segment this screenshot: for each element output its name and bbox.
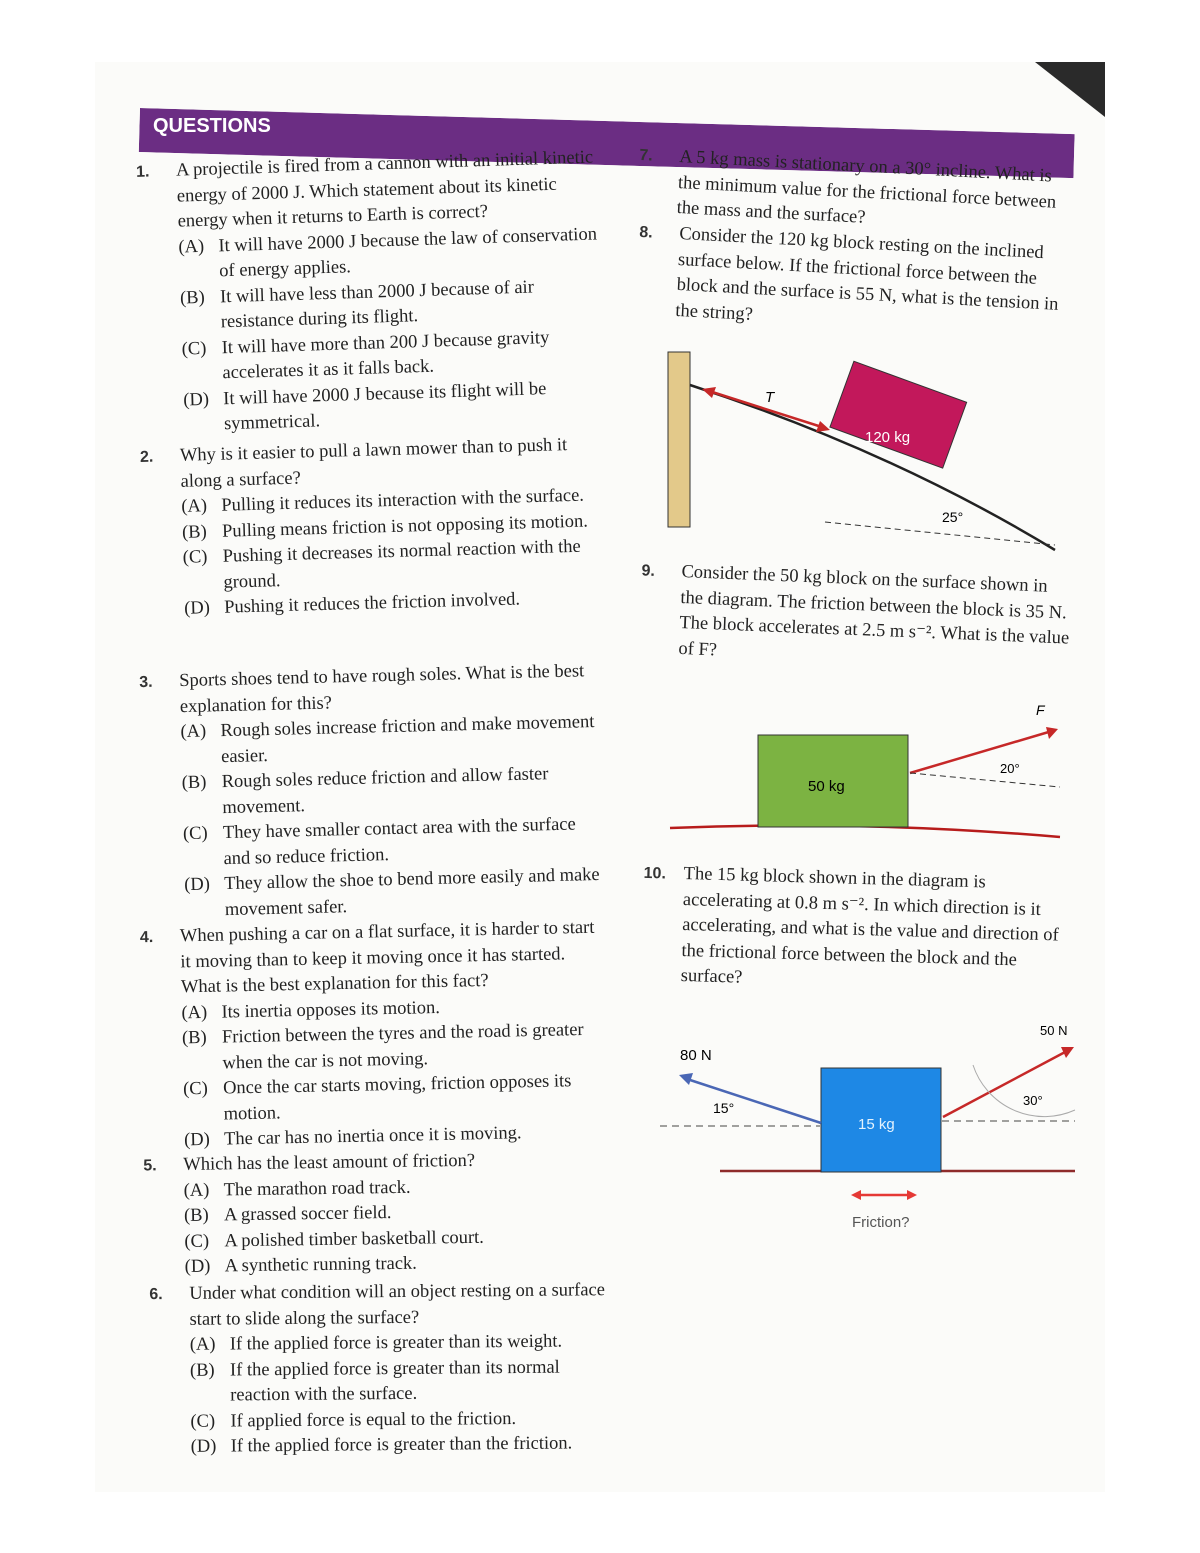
question-number: 3. — [139, 673, 153, 692]
option-text: Pulling it reduces its interaction with the surface. — [221, 485, 585, 516]
option-text: If the applied force is greater than the friction. — [230, 1433, 573, 1457]
question-5 — [143, 1147, 605, 1280]
option-label: (C) — [182, 1078, 208, 1100]
block-mass-label: 120 kg — [865, 429, 911, 446]
question-9 — [641, 560, 1072, 678]
answer-option — [183, 1069, 604, 1129]
option-label: (D) — [184, 1256, 211, 1277]
option-label: (A) — [178, 236, 205, 258]
option-label: (B) — [181, 521, 208, 543]
option-label: (C) — [190, 1411, 216, 1432]
question-1 — [135, 145, 605, 439]
question-8 — [638, 222, 1070, 344]
option-text: It will have more than 200 J because gravity accelerates it as it falls back. — [221, 327, 550, 384]
option-text: Its inertia opposes its motion. — [221, 997, 441, 1023]
option-label: (C) — [184, 1231, 210, 1252]
answer-option — [182, 1018, 603, 1078]
option-text: It will have 2000 J because the law of conservation of energy applies. — [218, 223, 598, 282]
option-text: If the applied force is greater than its normal reaction with the surface. — [229, 1357, 560, 1406]
option-text: A polished timber basketball court. — [224, 1227, 484, 1251]
question-stem: Which has the least amount of friction? — [183, 1150, 476, 1175]
option-text: If the applied force is greater than its weight. — [229, 1331, 563, 1355]
force-label: F — [1036, 702, 1045, 718]
question-stem: The 15 kg block shown in the diagram is accelerating at 0.8 m s⁻². In which direction is it accelerating, and what is the value and direction of the frictional force between the block and the surface? — [680, 863, 1059, 988]
question-stem: Consider the 120 kg block resting on the inclined surface below. If the frictional force between the block and the surface is 55 N, what is the tension in the string? — [674, 223, 1059, 325]
question-stem: Under what condition will an object resting on a surface start to slide along the surface? — [189, 1280, 606, 1330]
angle-label: 25° — [942, 509, 964, 525]
q10-block-diagram — [655, 1015, 1085, 1240]
option-text: Rough soles increase friction and make movement easier. — [220, 712, 595, 767]
option-text: Pulling means friction is not opposing its motion. — [221, 511, 589, 542]
friction-label: Friction? — [852, 1214, 910, 1231]
question-stem: Consider the 50 kg block on the surface shown in the diagram. The friction between the block is 35 N. The block accelerates at 2.5 m s⁻². What is the value of F? — [678, 561, 1070, 660]
option-text: It will have 2000 J because its flight will be symmetrical. — [222, 378, 547, 435]
right-angle-label: 30° — [1023, 1093, 1043, 1108]
option-label: (B) — [183, 1205, 209, 1226]
question-number: 10. — [643, 864, 667, 883]
block-mass-label: 15 kg — [858, 1116, 895, 1133]
question-4 — [139, 916, 605, 1154]
right-force-label: 50 N — [1040, 1023, 1068, 1038]
question-number: 4. — [139, 928, 154, 947]
option-label: (B) — [179, 287, 206, 309]
option-text: Rough soles reduce friction and allow faster movement. — [221, 764, 549, 818]
answer-option — [184, 863, 605, 924]
option-text: Pushing it reduces the friction involved. — [223, 589, 521, 618]
option-label: (D) — [182, 389, 210, 411]
option-text: Pushing it decreases its normal reaction with the ground. — [222, 536, 582, 593]
q9-block-diagram — [660, 695, 1080, 845]
block-mass-label: 50 kg — [808, 778, 845, 795]
option-label: (D) — [183, 598, 211, 619]
question-number: 9. — [641, 562, 656, 580]
answer-option — [190, 1406, 610, 1435]
option-label: (A) — [189, 1334, 216, 1355]
question-number: 5. — [143, 1157, 157, 1175]
option-label: (C) — [181, 338, 207, 360]
option-text: They have smaller contact area with the surface and so reduce friction. — [222, 814, 576, 869]
option-text: They allow the shoe to bend more easily and make movement safer. — [223, 864, 600, 920]
option-text: Friction between the tyres and the road is greater when the car is not moving. — [221, 1019, 584, 1074]
left-angle-label: 15° — [713, 1100, 735, 1116]
angle-label: 20° — [1000, 761, 1020, 776]
block-120kg — [830, 361, 967, 468]
horizontal-reference — [825, 522, 1055, 545]
option-label: (D) — [183, 874, 211, 896]
wall — [668, 352, 690, 527]
option-text: A synthetic running track. — [224, 1253, 417, 1277]
option-text: A grassed soccer field. — [223, 1203, 392, 1226]
option-text: Once the car starts moving, friction opposes its motion. — [222, 1071, 572, 1125]
option-label: (D) — [183, 1129, 211, 1151]
left-force-label: 80 N — [680, 1047, 712, 1064]
option-label: (A) — [180, 721, 207, 743]
answer-option — [191, 1431, 611, 1460]
option-label: (C) — [182, 547, 208, 568]
option-label: (B) — [181, 772, 207, 794]
option-label: (C) — [182, 823, 208, 845]
question-number: 7. — [638, 146, 654, 165]
force-f-arrow — [910, 731, 1052, 773]
force-80n-arrow — [687, 1079, 821, 1123]
question-2 — [139, 432, 605, 622]
option-label: (B) — [189, 1360, 215, 1381]
option-label: (A) — [181, 1002, 208, 1023]
option-text: If applied force is equal to the friction. — [230, 1408, 517, 1431]
option-text: It will have less than 2000 J because of air resistance during its flight. — [219, 276, 535, 333]
section-title: QUESTIONS — [153, 115, 271, 137]
question-3 — [139, 659, 605, 924]
option-label: (A) — [181, 496, 208, 517]
question-number: 8. — [638, 223, 654, 242]
question-number: 2. — [139, 448, 154, 467]
question-number: 6. — [149, 1286, 163, 1304]
option-label: (A) — [183, 1180, 210, 1201]
option-text: The car has no inertia once it is moving. — [223, 1123, 522, 1150]
answer-option — [190, 1355, 610, 1410]
question-stem: Sports shoes tend to have rough soles. What is the best explanation for this? — [178, 661, 585, 717]
option-label: (D) — [190, 1436, 217, 1457]
force-50n-arrow — [943, 1051, 1067, 1117]
question-stem: Why is it easier to pull a lawn mower than to push it along a surface? — [179, 435, 568, 492]
tension-label: T — [765, 389, 775, 406]
question-number: 1. — [135, 163, 150, 181]
q8-incline-diagram — [640, 340, 1080, 560]
question-stem: When pushing a car on a flat surface, it is harder to start it moving than to keep it moving once it has started. What is the best explanation for this fact? — [179, 917, 595, 998]
question-6 — [149, 1278, 611, 1460]
question-stem: A projectile is fired from a cannon with an initial kinetic energy of 2000 J. Which statement about its kinetic energy when it returns to Earth is correct? — [175, 147, 594, 232]
answer-option — [190, 1329, 610, 1358]
option-label: (B) — [181, 1027, 207, 1049]
question-10 — [643, 862, 1073, 1000]
question-stem: A 5 kg mass is stationary on a 30° incline. What is the minimum value for the frictional force between the mass and the surface? — [676, 146, 1057, 228]
option-text: The marathon road track. — [223, 1177, 411, 1200]
